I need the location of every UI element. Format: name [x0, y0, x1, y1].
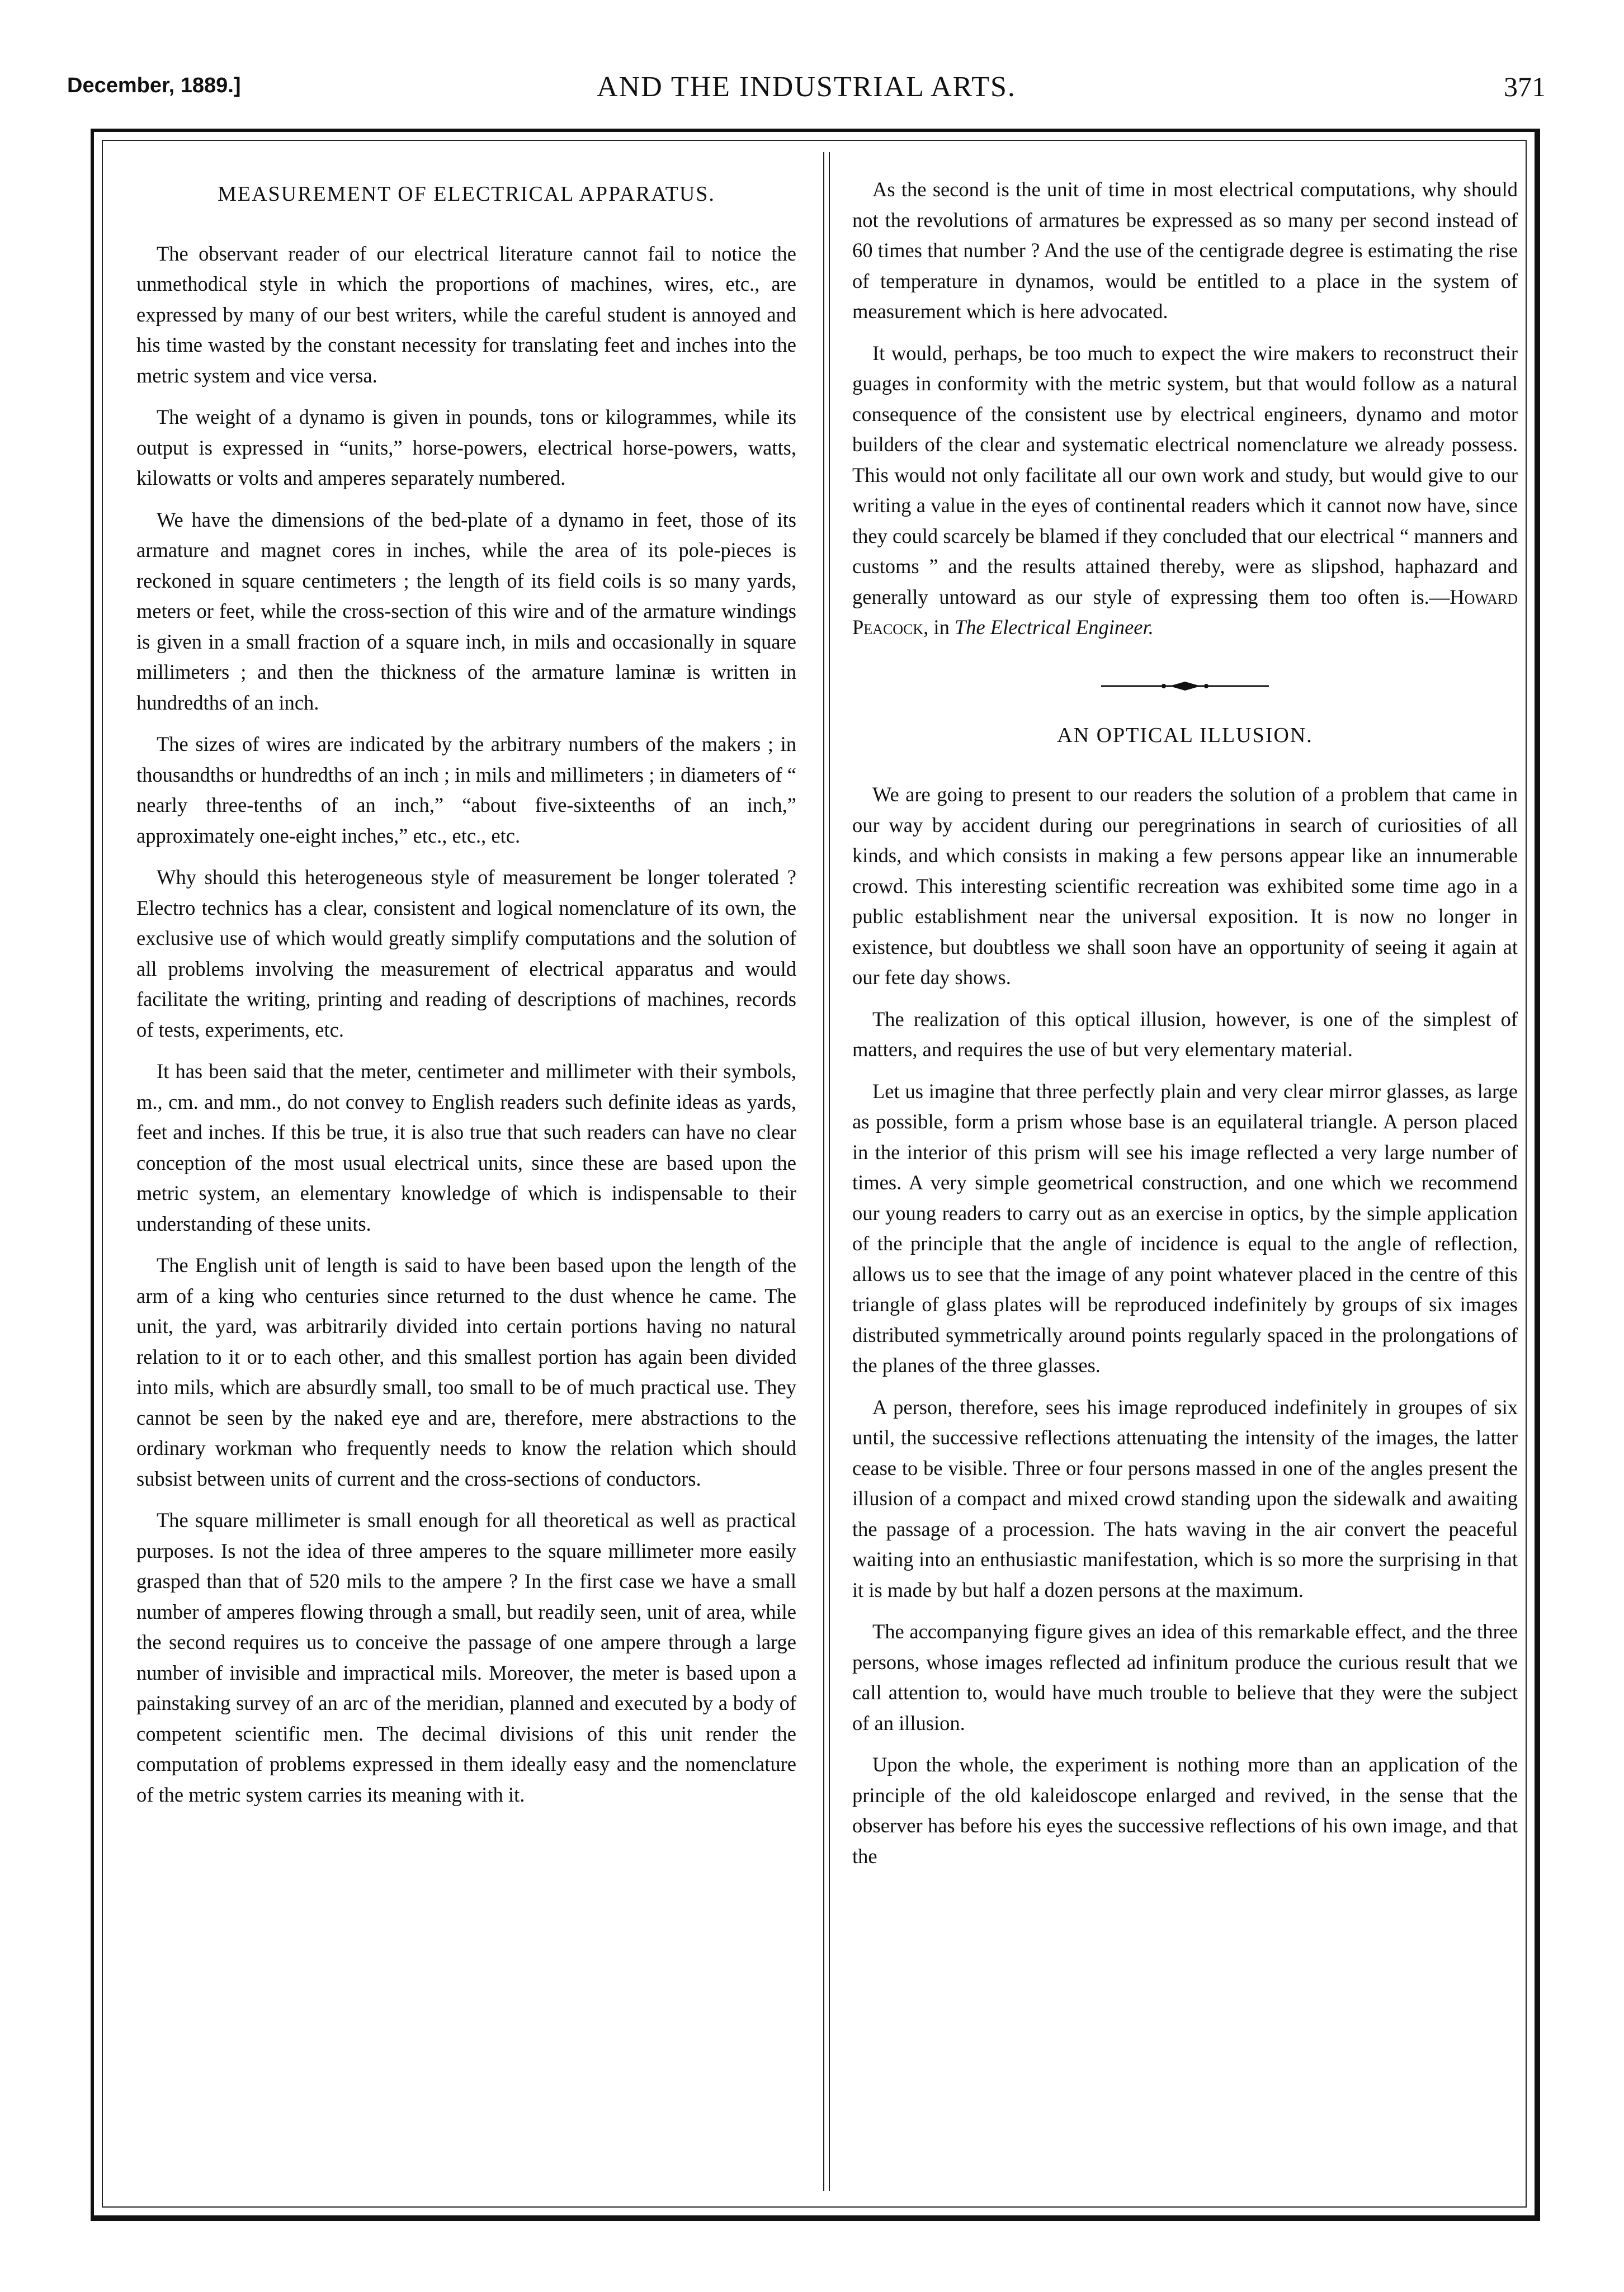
issue-date: December, 1889.]: [67, 74, 241, 97]
paragraph: The square millimeter is small enough for all theoretical as well as practical purposes. Is not the idea of three amperes to the square millimeter more easily grasped than that of 520 mils to the ampere ? In the first case we have a small number of amperes flowing through a small, but readily seen, unit of area, while the second requires us to conceive the passage of one ampere through a large number of invisible and impractical mils. Moreover, the meter is based upon a painstaking survey of an arc of the meridian, planned and executed by a body of competent scientific men. The decimal divisions of this unit render the computation of problems expressed in them ideally easy and the nomenclature of the metric system carries its meaning with it.: [136, 1509, 796, 1806]
paragraph: The English unit of length is said to have been based upon the length of the arm of a king who centuries since returned to the dust whence he came. The unit, the yard, was arbitrarily divided into certain portions having no natural relation to it or to each other, and this smallest portion has again been divided into mils, which are absurdly small, too small to be of much practical use. They cannot be seen by the naked eye and are, therefore, mere abstractions to the ordinary workman who frequently needs to know the relation which should subsist between units of current and the cross-sections of conductors.: [136, 1254, 796, 1490]
paragraph: The accompanying figure gives an idea of this remarkable effect, and the three persons, whose images reflected ad infinitum produce the curious result that we call attention to, would have much trouble to believe that they were the subject of an illusion.: [852, 1620, 1518, 1735]
running-head: [67, 63, 1546, 113]
paragraph: The weight of a dynamo is given in pounds, tons or kilogrammes, while its output is expressed in “units,” horse-powers, electrical horse-powers, watts, kilowatts or volts and amperes separately numbered.: [136, 405, 796, 489]
journal-title: AND THE INDUSTRIAL ARTS.: [597, 71, 1016, 103]
article-title: MEASUREMENT OF ELECTRICAL APPARATUS.: [218, 182, 715, 206]
left-column: [136, 174, 796, 1821]
paragraph: We are going to present to our readers the solution of a problem that came in our way by accident during our peregrinations in search of curiosities of all kinds, and which consists in making a few persons appear like an innumerable crowd. This interesting scientific recreation was exhibited some time ago in a public establishment near the universal exposition. It is now no longer in existence, but doubtless we shall soon have an opportunity of seeing it again at our fete day shows.: [852, 783, 1518, 989]
article-title: AN OPTICAL ILLUSION.: [1057, 723, 1313, 747]
paragraph: It has been said that the meter, centimeter and millimeter with their symbols, m., cm. and mm., do not convey to English readers such definite ideas as yards, feet and inches. If this be true, it is also true that such readers can have no clear conception of the most usual electrical units, since these are based upon the metric system, an elementary knowledge of which is indispensable to their understanding of these units.: [136, 1060, 796, 1235]
author-signature: Howard Peacock,: [852, 585, 1518, 639]
page-frame: [91, 129, 1540, 2221]
right-column: [852, 174, 1518, 1883]
paragraph: As the second is the unit of time in most electrical computations, why should not the revolutions of armatures be expressed as so many per second instead of 60 times that number ? And the use of the centigrade degree is estimating the rise of temperature in dynamos, would be entitled to a place in the system of measurement which is here advocated.: [852, 178, 1518, 323]
paragraph: The realization of this optical illusion, however, is one of the simplest of matters, and requires the use of but very elementary material.: [852, 1007, 1518, 1061]
paragraph: We have the dimensions of the bed-plate of a dynamo in feet, those of its armature and magnet cores in inches, while the area of its pole-pieces is reckoned in square centimeters ; the length of its field coils is so many yards, meters or feet, while the cross-section of this wire and of the armature windings is given in a small fraction of a square inch, in mils and occasionally in square millimeters ; and then the thickness of the armature laminæ is written in hundredths of an inch.: [136, 508, 796, 714]
paragraph: [852, 338, 1518, 643]
paragraph: Let us imagine that three perfectly plain and very clear mirror glasses, as large as possible, form a prism whose base is an equilateral triangle. A person placed in the interior of this prism will see his image reflected a very large number of times. A very simple geometrical construction, and one which we recommend our young readers to carry out as an exercise in optics, by the simple application of the principle that the angle of incidence is equal to the angle of reflection, allows us to see that the image of any point whatever placed in the centre of this triangle of glass plates will be reproduced indefinitely by groups of six images distributed symmetrically around points regularly spaced in the prolongations of the planes of the three glasses.: [852, 1079, 1518, 1377]
paragraph-text: It would, perhaps, be too much to expect the wire makers to reconstruct their guages in conformity with the metric system, but that would follow as a natural consequence of the consistent use by electrical engineers, dynamo and motor builders of the clear and systematic electrical nomenclature we already possess. This would not only facilitate all our own work and study, but would give to our writing a value in the eyes of continental readers which it cannot now have, since they could scarcely be blamed if they concluded that our electrical “ manners and customs ” and the results attained thereby, were as slipshod, haphazard and generally untoward as our style of expressing them too often is.—: [852, 341, 1518, 608]
paragraph: Upon the whole, the experiment is nothing more than an application of the principle of the old kaleidoscope enlarged and revived, in the sense that the observer has before his eyes the successive reflections of his own image, and that the: [852, 1753, 1518, 1868]
page-number: 371: [1504, 71, 1546, 102]
source-publication: The Electrical Engineer.: [954, 616, 1154, 639]
divider-ornament-icon: [1101, 680, 1269, 692]
paragraph: A person, therefore, sees his image reproduced indefinitely in groupes of six until, the successive reflections attenuating the intensity of the images, the latter cease to be visible. Three or four persons massed in one of the angles present the illusion of a compact and mixed crowd standing upon the sidewalk and awaiting the passage of a procession. The hats waving in the air convert the peaceful waiting into an enthusiastic manifestation, which is so more the surprising in that it is made by but half a dozen persons at the maximum.: [852, 1395, 1518, 1601]
paragraph: The sizes of wires are indicated by the arbitrary numbers of the makers ; in thousandths or hundredths of an inch ; in mils and millimeters ; in diameters of “ nearly three-tenths of an inch,” “about five-sixteenths of an inch,” approximately one-eight inches,” etc., etc., etc.: [136, 733, 796, 847]
source-prefix: in: [933, 616, 950, 639]
section-divider: [852, 670, 1518, 681]
paragraph: The observant reader of our electrical literature cannot fail to notice the unmethodical style in which the proportions of machines, wires, etc., are expressed by many of our best writers, while the careful student is annoyed and his time wasted by the constant necessity for translating feet and inches into the metric system and vice versa.: [136, 242, 796, 387]
paragraph: Why should this heterogeneous style of measurement be longer tolerated ? Electro technics has a clear, consistent and logical nomenclature of its own, the exclusive use of which would greatly simplify computations and the solution of all problems involving the measurement of electrical apparatus and would facilitate the writing, printing and reading of descriptions of machines, records of tests, experiments, etc.: [136, 866, 796, 1041]
column-rule: [823, 152, 830, 2191]
page-frame-inner: [102, 140, 1527, 2208]
